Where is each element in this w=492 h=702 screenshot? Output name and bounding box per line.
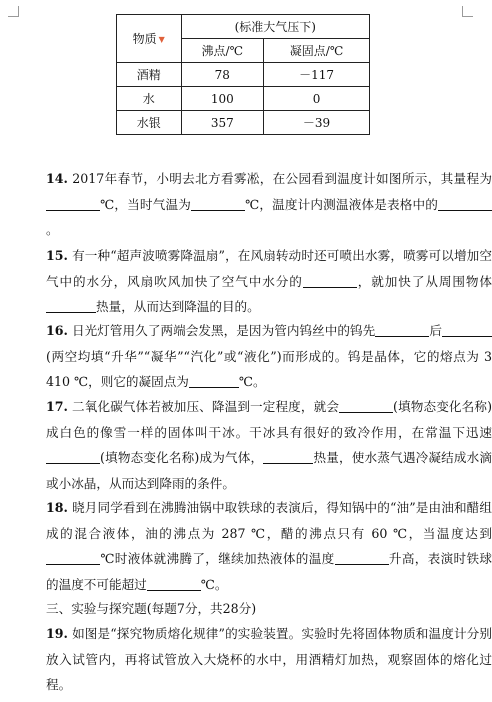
answer-blank[interactable] (339, 399, 393, 413)
table-cell-name: 酒精 (117, 63, 182, 87)
answer-blank[interactable] (147, 577, 201, 591)
format-mark-icon: ▼ (158, 35, 165, 44)
answer-blank[interactable] (442, 323, 492, 337)
question-text: 晓月同学看到在沸腾油锅中取铁球的表演后，得知锅中的“油”是由油和醋组成的混合液体，油的沸点为 287 ℃，醋的沸点只有 60 ℃，当温度达到 (46, 500, 492, 541)
question-text: 热量，从而达到降温的目的。 (96, 299, 260, 314)
question-text: 2017年春节，小明去北方看雾凇，在公园看到温度计如图所示，其量程为 (72, 171, 492, 186)
question-15 (20, 243, 492, 320)
table-header-boiling: 沸点/℃ (181, 39, 264, 63)
table-cell-boiling: 100 (181, 87, 264, 111)
table-cell-freezing: －39 (264, 111, 370, 135)
answer-blank[interactable] (303, 274, 357, 288)
question-text: 。 (46, 222, 59, 237)
question-text: 热量，使水蒸气遇冷凝结成水滴或小冰晶，从而达到降雨的条件。 (46, 450, 492, 491)
answer-blank[interactable] (263, 450, 313, 464)
section-heading: 三、实验与探究题(每题7分，共28分) (46, 601, 257, 616)
question-text: 如图是“探究物质熔化规律”的实验装置。实验时先将固体物质和温度计分别放入试管内，再将试管放入大烧杯的水中，用酒精灯加热，观察固体的熔化过程。 (46, 626, 492, 692)
question-text: ℃。 (200, 576, 228, 592)
table-header-freezing: 凝固点/℃ (264, 39, 370, 63)
question-text: (填物态变化名称)成为气体， (100, 450, 264, 465)
question-number: 16. (46, 323, 68, 338)
crop-mark-right (462, 6, 473, 17)
answer-blank[interactable] (375, 323, 429, 337)
answer-blank[interactable] (189, 374, 239, 388)
question-number: 17. (46, 399, 68, 414)
answer-blank[interactable] (438, 197, 492, 211)
question-text: 二氧化碳气体若被加压、降温到一定程度，就会 (72, 399, 340, 414)
question-text: 后 (429, 323, 443, 338)
crop-mark-left (8, 6, 19, 17)
table-row (117, 111, 370, 135)
table-row (117, 87, 370, 111)
question-17 (20, 394, 492, 496)
question-number: 14. (46, 171, 68, 186)
table-header-condition: (标准大气压下) (181, 15, 370, 39)
question-18 (20, 495, 492, 597)
question-text: 有一种“超声波喷雾降温扇”，在风扇转动时还可喷出水雾，喷雾可以增加空气中的水分，风扇吹风加快了空气中水分的 (46, 248, 492, 289)
table-cell-boiling: 78 (181, 63, 264, 87)
question-text: ℃，温度计内测温液体是表格中的 (244, 196, 438, 212)
substance-property-table (116, 14, 370, 135)
question-number: 18. (46, 500, 68, 515)
question-text: ，就加快了从周围物体 (356, 273, 492, 289)
table-cell-freezing: 0 (264, 87, 370, 111)
question-text: 升高，表演时铁球的温度不可能超过 (46, 551, 492, 592)
question-text: ℃。 (238, 374, 266, 389)
question-text: ℃时液体就沸腾了，继续加热液体的温度 (100, 551, 335, 566)
question-text: (填物态变化名称)成白色的像雪一样的固体叫干冰。干冰具有很好的致冷作用，在常温下迅速 (46, 399, 492, 440)
question-text: (两空均填“升华”“凝华”“汽化”或“液化”)而形成的。钨是晶体，它的熔点为 3 410 ℃，则它的凝固点为 (46, 348, 492, 389)
table-row (117, 63, 370, 87)
question-number: 19. (46, 626, 68, 641)
answer-blank[interactable] (46, 450, 100, 464)
question-16 (20, 318, 492, 395)
table-cell-freezing: －117 (264, 63, 370, 87)
question-text: 日光灯管用久了两端会发黑，是因为管内钨丝中的钨先 (71, 323, 376, 338)
answer-blank[interactable] (46, 197, 100, 211)
answer-blank[interactable] (46, 299, 96, 313)
question-number: 15. (46, 248, 68, 263)
table-header-substance-label: 物质 (132, 32, 157, 46)
question-text: ℃，当时气温为 (100, 196, 191, 212)
question-19 (20, 621, 492, 698)
table-cell-name: 水银 (117, 111, 182, 135)
table-cell-name: 水 (117, 87, 182, 111)
table-cell-boiling: 357 (181, 111, 264, 135)
answer-blank[interactable] (335, 551, 389, 565)
answer-blank[interactable] (191, 197, 245, 211)
answer-blank[interactable] (46, 551, 100, 565)
question-14 (20, 166, 492, 243)
table-header-substance (117, 15, 182, 63)
